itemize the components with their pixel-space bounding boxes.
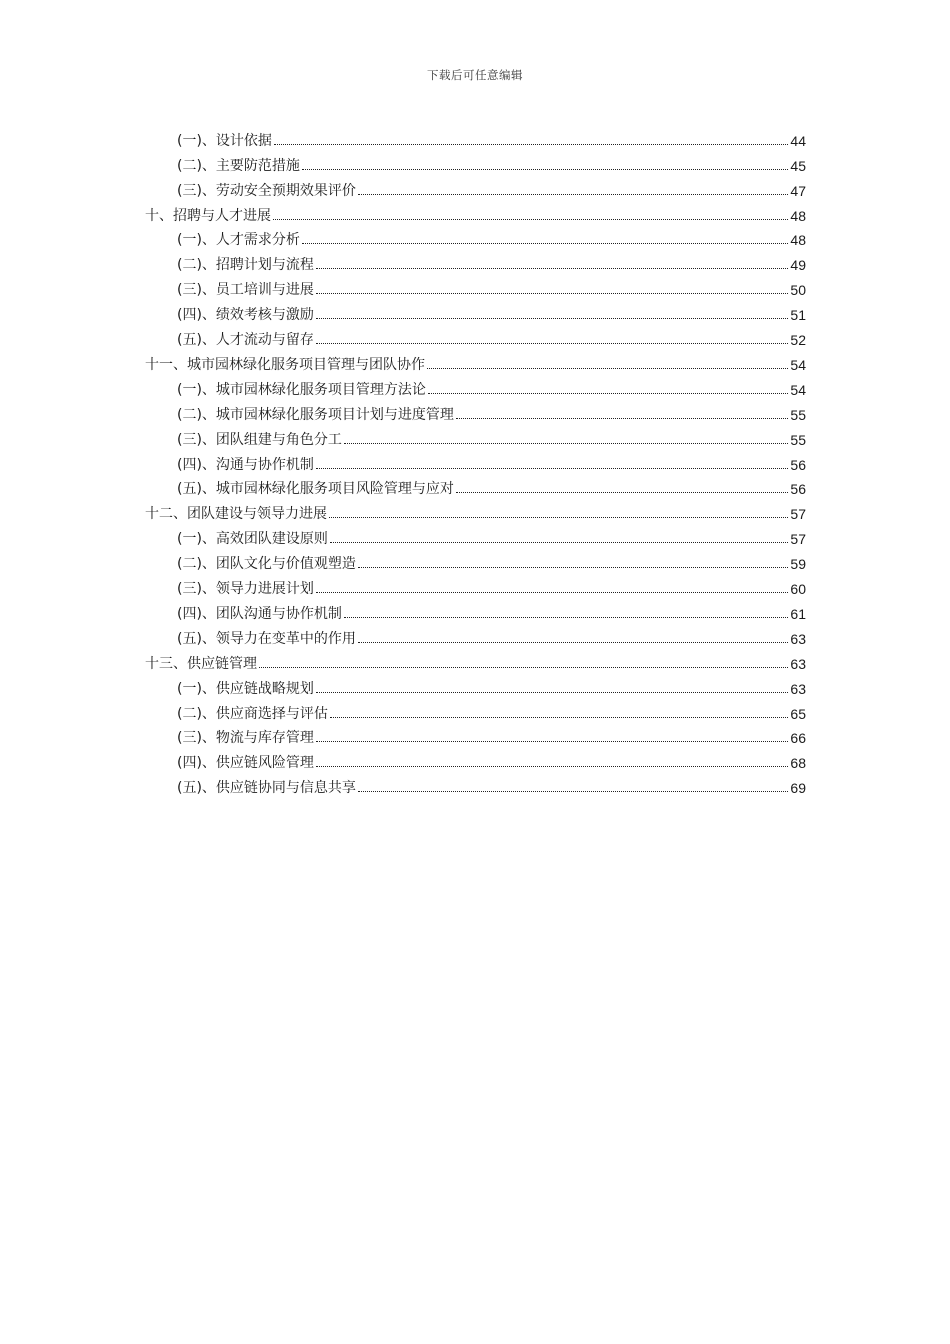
- toc-entry-title: (四)、沟通与协作机制: [177, 456, 314, 473]
- toc-section-entry[interactable]: [177, 299, 806, 324]
- dot-leader: [316, 342, 788, 344]
- toc-section-entry[interactable]: [177, 424, 806, 449]
- toc-entry-title: (五)、领导力在变革中的作用: [177, 630, 356, 647]
- dot-leader: [259, 666, 788, 668]
- toc-page-number: 60: [790, 581, 806, 598]
- dot-leader: [358, 790, 788, 792]
- dot-leader: [358, 193, 788, 195]
- toc-entry-title: (三)、领导力进展计划: [177, 581, 314, 598]
- toc-entry-title: 十一、城市园林绿化服务项目管理与团队协作: [145, 356, 425, 373]
- dot-leader: [428, 392, 788, 394]
- toc-page-number: 65: [790, 705, 806, 722]
- toc-section-entry[interactable]: [177, 623, 806, 648]
- toc-page-number: 61: [790, 605, 806, 622]
- toc-page-number: 56: [790, 456, 806, 473]
- toc-page-number: 54: [790, 381, 806, 398]
- toc-entry-title: (四)、供应链风险管理: [177, 755, 314, 772]
- toc-entry-title: (三)、团队组建与角色分工: [177, 431, 342, 448]
- toc-section-entry[interactable]: [177, 399, 806, 424]
- toc-page-number: 69: [790, 780, 806, 797]
- dot-leader: [274, 143, 788, 145]
- dot-leader: [344, 442, 788, 444]
- toc-page-number: 55: [790, 406, 806, 423]
- toc-page-number: 55: [790, 431, 806, 448]
- toc-section-entry[interactable]: [177, 125, 806, 150]
- toc-section-entry[interactable]: [177, 374, 806, 399]
- dot-leader: [316, 740, 788, 742]
- toc-section-entry[interactable]: [177, 748, 806, 773]
- toc-entry-title: (四)、团队沟通与协作机制: [177, 605, 342, 622]
- toc-entry-title: (三)、员工培训与进展: [177, 282, 314, 299]
- dot-leader: [302, 168, 788, 170]
- toc-entry-title: (三)、物流与库存管理: [177, 730, 314, 747]
- dot-leader: [316, 267, 788, 269]
- toc-section-entry[interactable]: [177, 324, 806, 349]
- toc-entry-title: 十三、供应链管理: [145, 655, 257, 672]
- toc-section-entry[interactable]: [177, 449, 806, 474]
- toc-entry-title: (四)、绩效考核与激励: [177, 307, 314, 324]
- toc-page-number: 66: [790, 730, 806, 747]
- toc-section-entry[interactable]: [177, 175, 806, 200]
- dot-leader: [358, 566, 788, 568]
- toc-entry-title: (二)、供应商选择与评估: [177, 705, 328, 722]
- toc-page-number: 50: [790, 282, 806, 299]
- dot-leader: [316, 765, 788, 767]
- toc-page-number: 68: [790, 755, 806, 772]
- page-header: 下载后可任意编辑: [427, 68, 523, 82]
- toc-section-entry[interactable]: [177, 250, 806, 275]
- dot-leader: [302, 242, 788, 244]
- toc-entry-title: (二)、团队文化与价值观塑造: [177, 556, 356, 573]
- toc-page-number: 47: [790, 182, 806, 199]
- toc-page-number: 51: [790, 307, 806, 324]
- toc-entry-title: (一)、高效团队建设原则: [177, 531, 328, 548]
- toc-entry-title: (一)、设计依据: [177, 132, 272, 149]
- toc-entry-title: 十、招聘与人才进展: [145, 207, 271, 224]
- toc-chapter-entry[interactable]: [145, 200, 806, 225]
- dot-leader: [358, 641, 788, 643]
- toc-entry-title: (一)、人才需求分析: [177, 232, 300, 249]
- toc-entry-title: (五)、供应链协同与信息共享: [177, 780, 356, 797]
- toc-section-entry[interactable]: [177, 150, 806, 175]
- toc-section-entry[interactable]: [177, 474, 806, 499]
- toc-page-number: 44: [790, 132, 806, 149]
- toc-page-number: 52: [790, 332, 806, 349]
- toc-chapter-entry[interactable]: [145, 499, 806, 524]
- toc-entry-title: (二)、城市园林绿化服务项目计划与进度管理: [177, 406, 454, 423]
- toc-chapter-entry[interactable]: [145, 648, 806, 673]
- toc-page-number: 59: [790, 556, 806, 573]
- toc-entry-title: (五)、人才流动与留存: [177, 332, 314, 349]
- toc-page-number: 57: [790, 506, 806, 523]
- toc-section-entry[interactable]: [177, 523, 806, 548]
- toc-page-number: 57: [790, 531, 806, 548]
- toc-page-number: 48: [790, 207, 806, 224]
- dot-leader: [273, 218, 788, 220]
- dot-leader: [330, 716, 788, 718]
- dot-leader: [427, 367, 788, 369]
- toc-section-entry[interactable]: [177, 698, 806, 723]
- toc-page-number: 45: [790, 157, 806, 174]
- toc-section-entry[interactable]: [177, 573, 806, 598]
- dot-leader: [316, 691, 788, 693]
- toc-section-entry[interactable]: [177, 274, 806, 299]
- dot-leader: [344, 616, 788, 618]
- toc-page-number: 54: [790, 356, 806, 373]
- toc-section-entry[interactable]: [177, 548, 806, 573]
- dot-leader: [316, 317, 788, 319]
- dot-leader: [329, 516, 788, 518]
- dot-leader: [330, 541, 788, 543]
- toc-page-number: 63: [790, 630, 806, 647]
- toc-page-number: 56: [790, 481, 806, 498]
- toc-section-entry[interactable]: [177, 225, 806, 250]
- toc-page-number: 63: [790, 655, 806, 672]
- toc-section-entry[interactable]: [177, 673, 806, 698]
- toc-entry-title: 十二、团队建设与领导力进展: [145, 506, 327, 523]
- toc-entry-title: (二)、主要防范措施: [177, 157, 300, 174]
- toc-section-entry[interactable]: [177, 772, 806, 797]
- toc-entry-title: (二)、招聘计划与流程: [177, 257, 314, 274]
- toc-entry-title: (一)、供应链战略规划: [177, 680, 314, 697]
- toc-page-number: 49: [790, 257, 806, 274]
- dot-leader: [456, 417, 788, 419]
- toc-entry-title: (五)、城市园林绿化服务项目风险管理与应对: [177, 481, 454, 498]
- toc-page-number: 48: [790, 232, 806, 249]
- toc-entry-title: (三)、劳动安全预期效果评价: [177, 182, 356, 199]
- toc-chapter-entry[interactable]: [145, 349, 806, 374]
- dot-leader: [316, 591, 788, 593]
- toc-page-number: 63: [790, 680, 806, 697]
- dot-leader: [316, 292, 788, 294]
- dot-leader: [316, 467, 788, 469]
- toc-entry-title: (一)、城市园林绿化服务项目管理方法论: [177, 381, 426, 398]
- toc-section-entry[interactable]: [177, 598, 806, 623]
- dot-leader: [456, 491, 788, 493]
- toc-section-entry[interactable]: [177, 723, 806, 748]
